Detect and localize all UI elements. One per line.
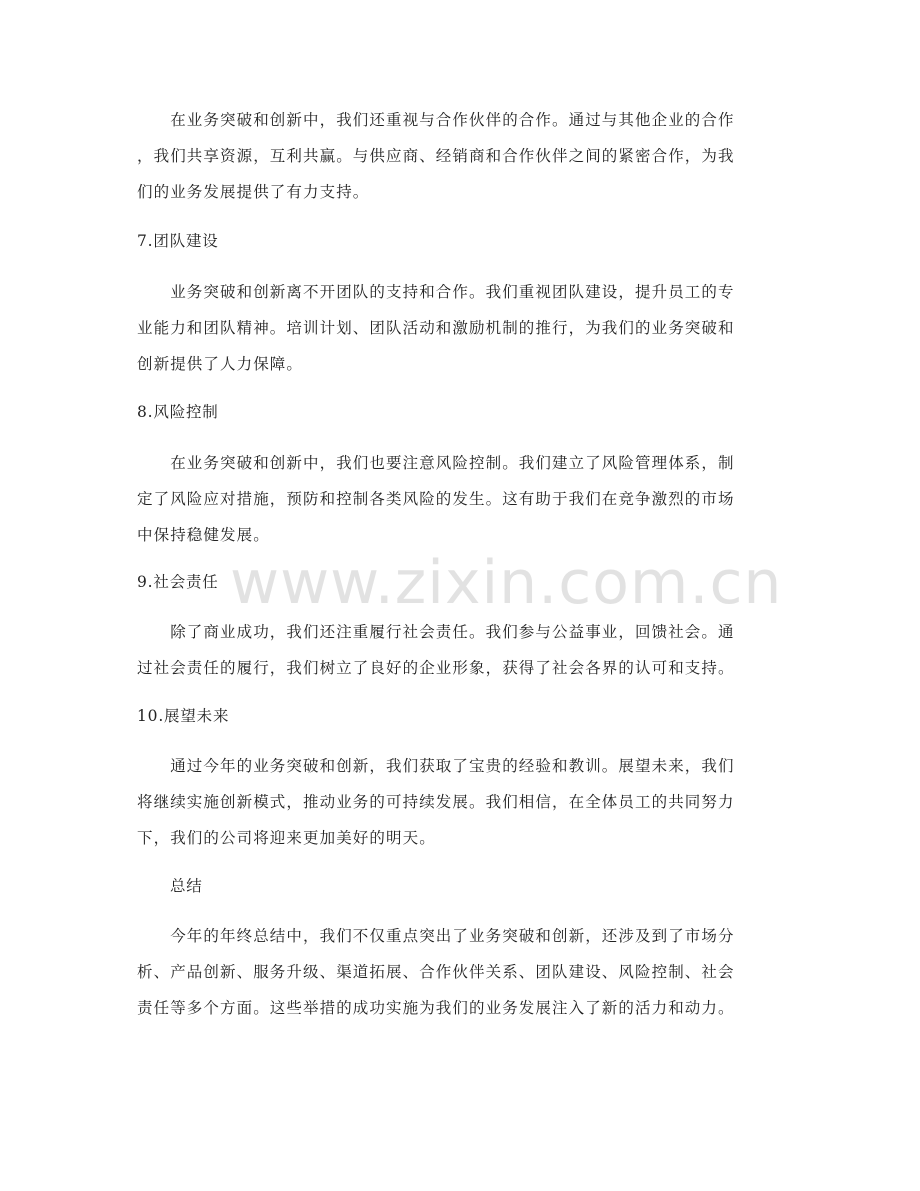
paragraph-summary: 今年的年终总结中，我们不仅重点突出了业务突破和创新，还涉及到了市场分 析、产品创新、服务升级、渠道拓展、合作伙伴关系、团队建设、风险控制、社会 责任等多个方面。这些举措的成功实施为我们的业务发展注入了新的活力和动力。 <box>137 927 735 1017</box>
heading-summary: 总结 <box>170 877 203 895</box>
watermark: www.zixin.com.cn <box>230 548 783 618</box>
heading-social-responsibility: 9.社会责任 <box>137 573 219 591</box>
paragraph-outlook: 通过今年的业务突破和创新，我们获取了宝贵的经验和教训。展望未来，我们 将继续实施创新模式，推动业务的可持续发展。我们相信，在全体员工的共同努力 下，我们的公司将迎来更加美好的明天。 <box>137 757 735 847</box>
heading-outlook: 10.展望未来 <box>137 707 230 725</box>
paragraph-social-responsibility: 除了商业成功，我们还注重履行社会责任。我们参与公益事业，回馈社会。通 过社会责任的履行，我们树立了良好的企业形象，获得了社会各界的认可和支持。 <box>137 623 735 677</box>
paragraph-team-building: 业务突破和创新离不开团队的支持和合作。我们重视团队建设，提升员工的专 业能力和团队精神。培训计划、团队活动和激励机制的推行，为我们的业务突破和 创新提供了人力保障。 <box>137 283 735 373</box>
paragraph-risk-control: 在业务突破和创新中，我们也要注意风险控制。我们建立了风险管理体系，制 定了风险应对措施，预防和控制各类风险的发生。这有助于我们在竞争激烈的市场 中保持稳健发展。 <box>137 454 735 544</box>
heading-risk-control: 8.风险控制 <box>137 403 219 421</box>
paragraph-partnership: 在业务突破和创新中，我们还重视与合作伙伴的合作。通过与其他企业的合作 ，我们共享资源，互利共赢。与供应商、经销商和合作伙伴之间的紧密合作，为我 们的业务发展提供了有力支持。 <box>137 111 735 201</box>
heading-team-building: 7.团队建设 <box>137 232 219 250</box>
